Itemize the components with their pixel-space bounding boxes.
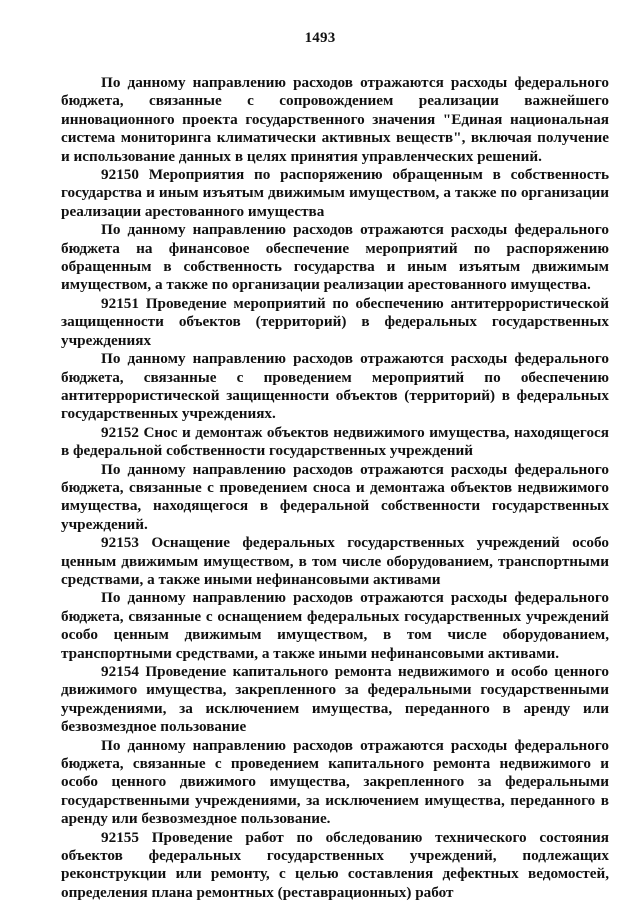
document-body bbox=[61, 74, 609, 902]
paragraph-code-heading: 92151 Проведение мероприятий по обеспечению антитеррористической защищенности объектов (территорий) в федеральных государственных учреждениях bbox=[61, 294, 609, 349]
page-number: 1493 bbox=[304, 30, 336, 46]
paragraph-description: По данному направлению расходов отражаются расходы федерального бюджета, связанные с сопровождением реализации важнейшего инновационного проекта государственного значения "Единая национальная система мониторинга климатически активных веществ", включая получение и использование данных в целях принятия управленческих решений. bbox=[61, 74, 609, 165]
paragraph-description: По данному направлению расходов отражаются расходы федерального бюджета, связанные с проведением сноса и демонтажа объектов недвижимого имущества, находящегося в федеральной собственности государственных учреждений. bbox=[61, 460, 609, 533]
paragraph-code-heading: 92153 Оснащение федеральных государственных учреждений особо ценным движимым имуществом, в том числе оборудованием, транспортными средствами, а также иными нефинансовыми активами bbox=[61, 534, 609, 588]
paragraph-code-heading: 92150 Мероприятия по распоряжению обращенным в собственность государства и иным изъятым движимым имуществом, а также по организации реализации арестованного имущества bbox=[61, 166, 609, 220]
paragraph-code-heading: 92155 Проведение работ по обследованию технического состояния объектов федеральных государственных учреждений, подлежащих реконструкции или ремонту, с целью составления дефектных ведомостей, определения плана ремонтных (реставрационных) работ bbox=[61, 828, 609, 901]
paragraph-code-heading: 92152 Снос и демонтаж объектов недвижимого имущества, находящегося в федеральной собственности государственных учреждений bbox=[61, 423, 609, 460]
paragraph-description: По данному направлению расходов отражаются расходы федерального бюджета, связанные с проведением мероприятий по обеспечению антитеррористической защищенности объектов (территорий) в федеральных государственных учреждениях. bbox=[61, 350, 609, 423]
paragraph-description: По данному направлению расходов отражаются расходы федерального бюджета, связанные с оснащением федеральных государственных учреждений особо ценным движимым имуществом, в том числе оборудованием, транспортными средствами, а также иными нефинансовыми активами. bbox=[61, 589, 609, 662]
paragraph-description: По данному направлению расходов отражаются расходы федерального бюджета, связанные с проведением капитального ремонта недвижимого и особо ценного движимого имущества, закрепленного за федеральными государственными учреждениями, за исключением имущества, переданного в аренду или безвозмездное пользование. bbox=[61, 736, 609, 828]
paragraph-code-heading: 92154 Проведение капитального ремонта недвижимого и особо ценного движимого имущества, закрепленного за федеральными государственными учреждениями, за исключением имущества, переданного в аренду или безвозмездное пользование bbox=[61, 663, 609, 736]
paragraph-description: По данному направлению расходов отражаются расходы федерального бюджета на финансовое обеспечение мероприятий по распоряжению обращенным в собственность государства и иным изъятым движимым имуществом, а также по организации реализации арестованного имущества. bbox=[61, 221, 609, 294]
